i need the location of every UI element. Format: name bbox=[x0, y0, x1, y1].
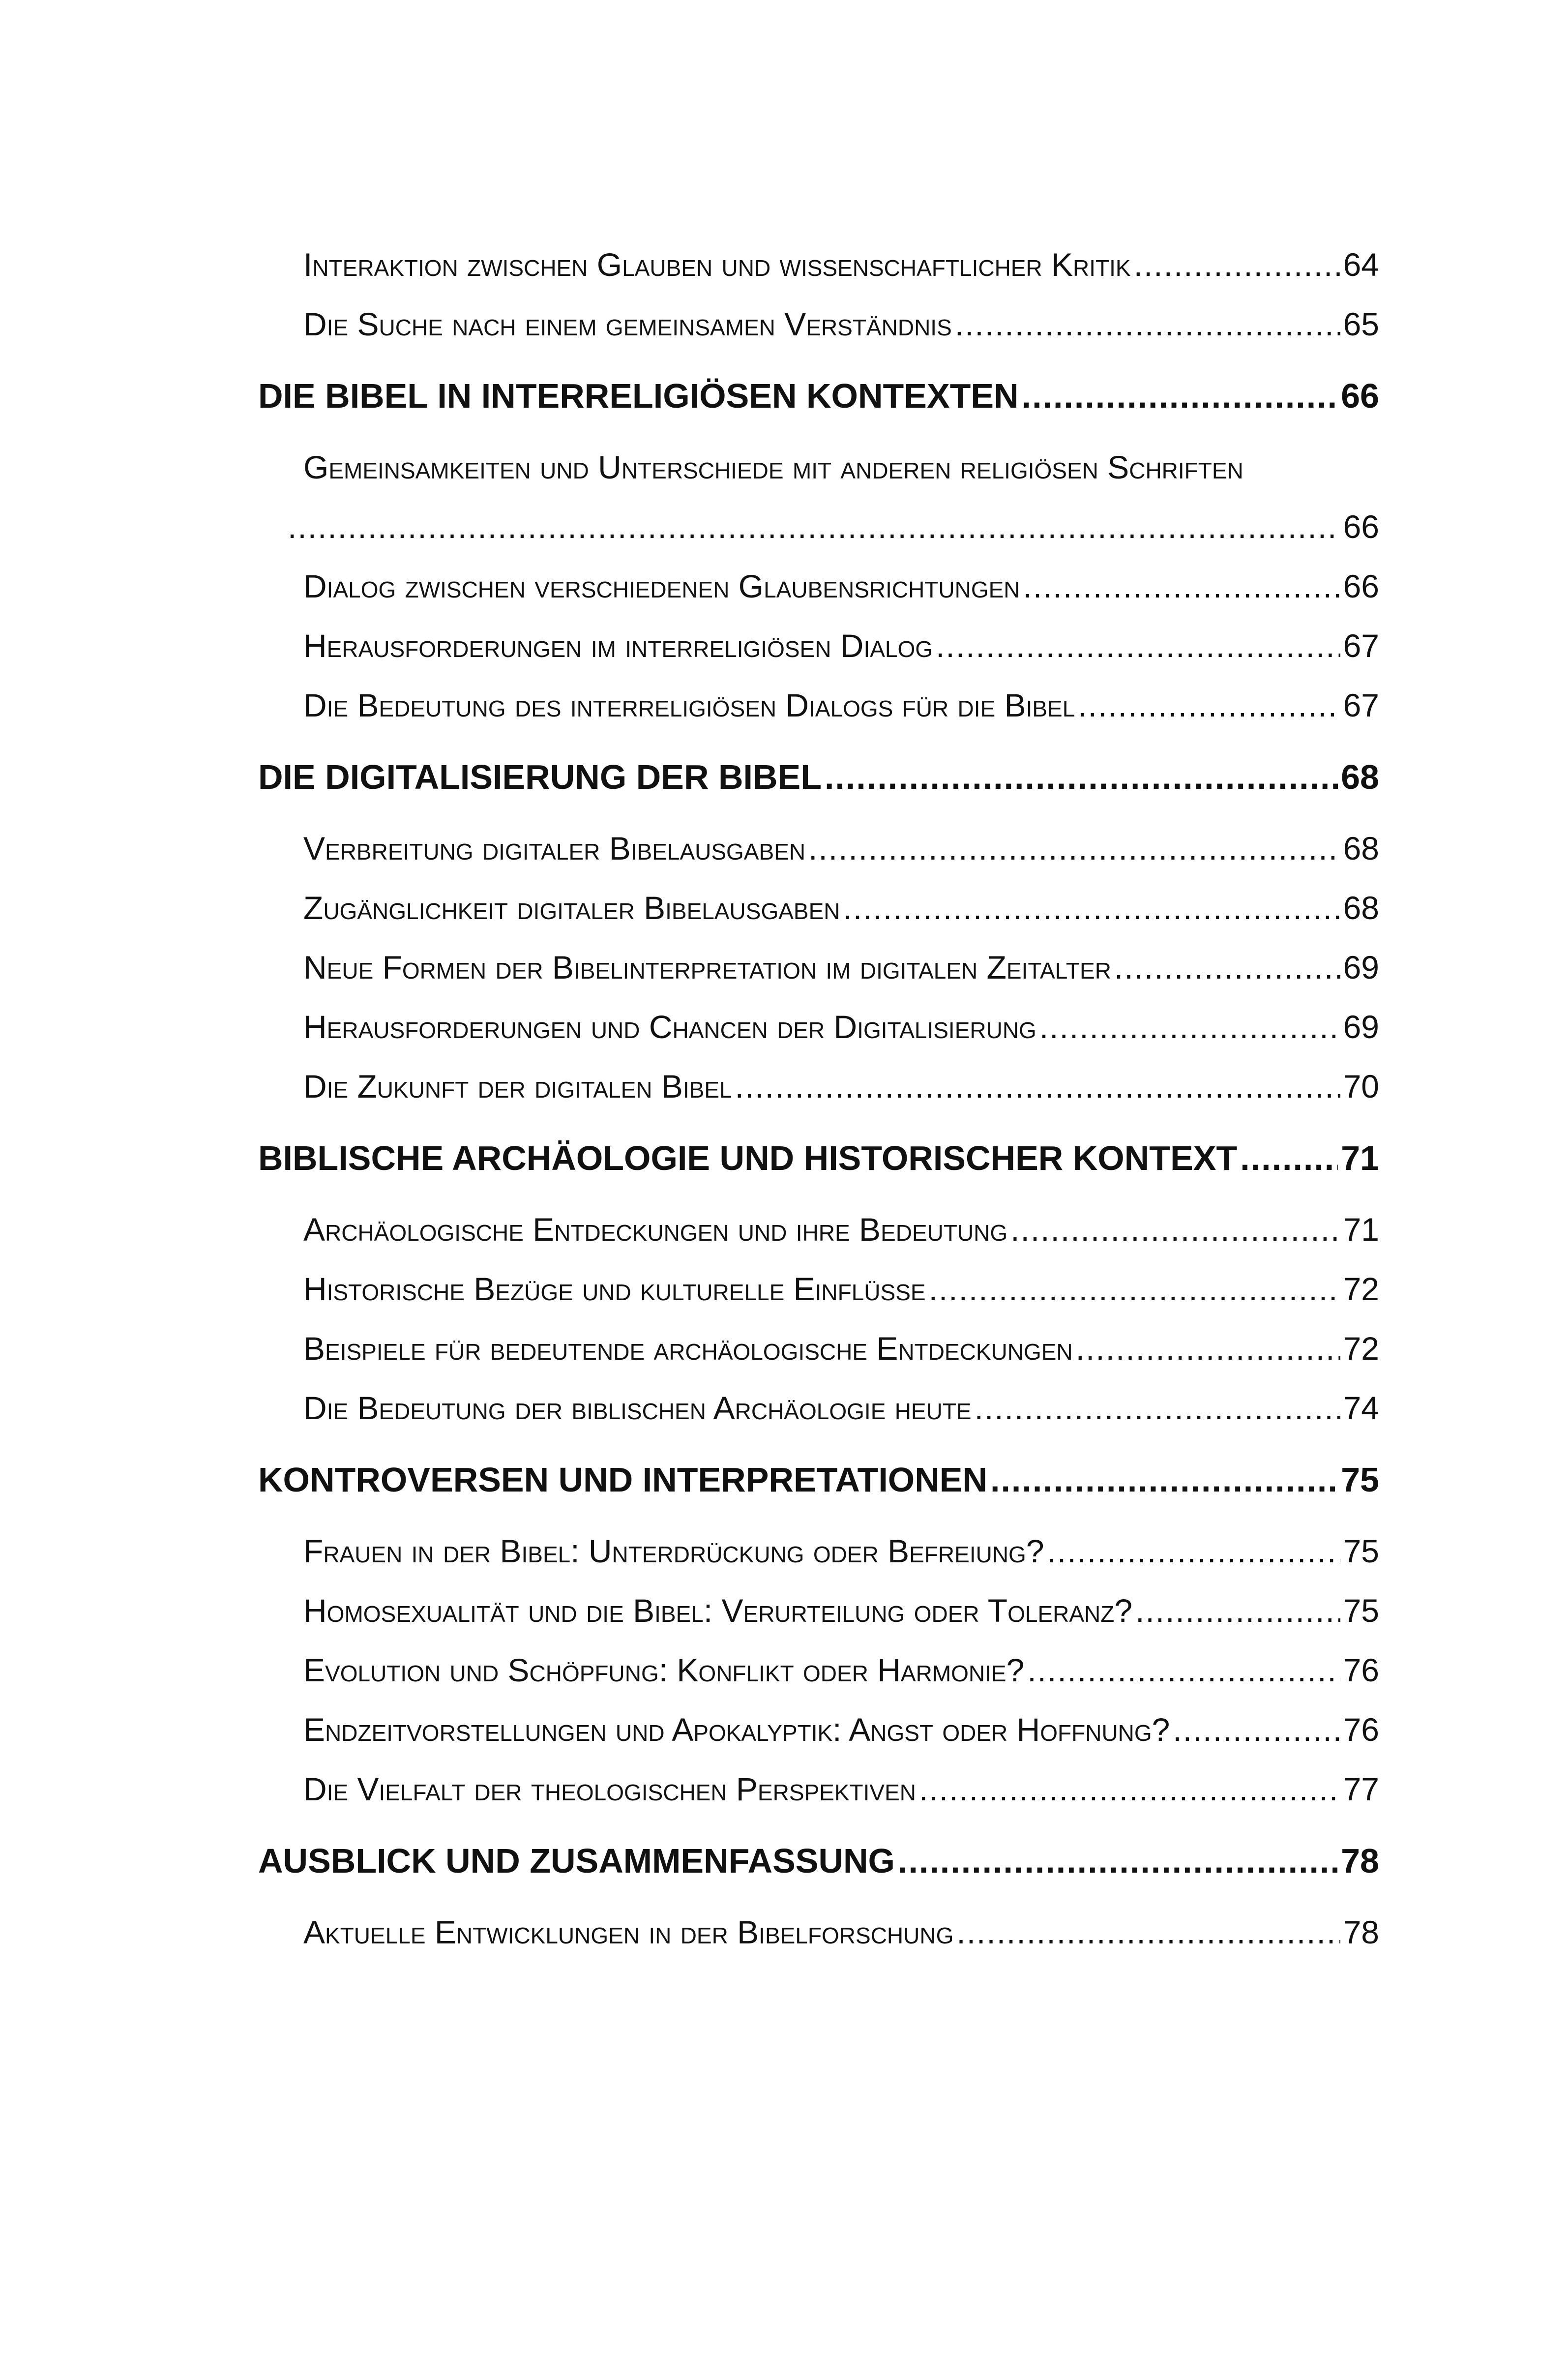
toc-entry-title: Zugänglichkeit digitaler Bibelausgaben bbox=[303, 890, 840, 926]
toc-entry[interactable] bbox=[303, 1903, 1379, 1962]
toc-leader-dots bbox=[1039, 997, 1340, 1057]
toc-page-number: 67 bbox=[1343, 627, 1379, 664]
toc-page-number: 75 bbox=[1343, 1533, 1379, 1569]
toc-entry[interactable] bbox=[303, 235, 1379, 295]
toc-page-number: 74 bbox=[1343, 1390, 1379, 1426]
toc-chapter-title: DIE DIGITALISIERUNG DER BIBEL bbox=[258, 758, 822, 796]
toc-leader-dots bbox=[975, 1378, 1340, 1438]
toc-leader-dots bbox=[1240, 1116, 1338, 1200]
toc-leader-dots bbox=[990, 1438, 1338, 1522]
toc-page-number: 72 bbox=[1343, 1330, 1379, 1367]
toc-entry[interactable] bbox=[303, 1760, 1379, 1819]
toc-entry[interactable] bbox=[303, 616, 1379, 676]
toc-entry[interactable] bbox=[303, 1522, 1379, 1581]
toc-entry[interactable] bbox=[303, 1259, 1379, 1319]
toc-entry[interactable] bbox=[303, 676, 1379, 735]
toc-page-number: 68 bbox=[1343, 830, 1379, 866]
toc-page-number: 66 bbox=[1343, 568, 1379, 604]
toc-entry-title: Herausforderungen und Chancen der Digitalisierung bbox=[303, 1009, 1036, 1045]
toc-entry-title: Die Zukunft der digitalen Bibel bbox=[303, 1068, 732, 1104]
toc-entry-title: Frauen in der Bibel: Unterdrückung oder Befreiung? bbox=[303, 1533, 1044, 1569]
toc-leader-dots bbox=[808, 819, 1340, 878]
toc-entry-title: Neue Formen der Bibelinterpretation im digitalen Zeitalter bbox=[303, 949, 1111, 985]
toc-leader-dots bbox=[1173, 1700, 1340, 1760]
toc-chapter-title: KONTROVERSEN UND INTERPRETATIONEN bbox=[258, 1461, 988, 1499]
toc-entry-title: Die Bedeutung des interreligiösen Dialogs für die Bibel bbox=[303, 687, 1075, 723]
toc-entry-title: Verbreitung digitaler Bibelausgaben bbox=[303, 830, 806, 866]
toc-page-number: 65 bbox=[1343, 306, 1379, 342]
toc-entry[interactable] bbox=[303, 557, 1379, 616]
toc-leader-dots bbox=[1114, 938, 1340, 997]
toc-chapter-title: AUSBLICK UND ZUSAMMENFASSUNG bbox=[258, 1842, 895, 1880]
toc-entry-title: Homosexualität und die Bibel: Verurteilung oder Toleranz? bbox=[303, 1592, 1133, 1629]
toc-entry-title: Dialog zwischen verschiedenen Glaubensrichtungen bbox=[303, 568, 1020, 604]
table-of-contents bbox=[258, 235, 1379, 1962]
toc-page-number: 77 bbox=[1343, 1771, 1379, 1807]
toc-page-number: 75 bbox=[1341, 1461, 1379, 1499]
toc-entry-title: Die Bedeutung der biblischen Archäologie heute bbox=[303, 1390, 972, 1426]
toc-entry[interactable] bbox=[303, 1200, 1379, 1259]
toc-entry[interactable] bbox=[303, 1700, 1379, 1760]
toc-entry[interactable] bbox=[303, 1319, 1379, 1378]
toc-page-number: 67 bbox=[1343, 687, 1379, 723]
toc-entry[interactable] bbox=[303, 1581, 1379, 1641]
toc-leader-dots bbox=[735, 1057, 1340, 1116]
toc-entry-title: Beispiele für bedeutende archäologische Entdeckungen bbox=[303, 1330, 1073, 1367]
toc-chapter-heading[interactable] bbox=[258, 1438, 1379, 1522]
toc-entry-continuation[interactable] bbox=[288, 497, 1379, 557]
toc-entry-title: Die Suche nach einem gemeinsamen Verständnis bbox=[303, 306, 952, 342]
toc-chapter-heading[interactable] bbox=[258, 1116, 1379, 1200]
toc-leader-dots bbox=[1023, 557, 1340, 616]
toc-leader-dots bbox=[919, 1760, 1340, 1819]
toc-leader-dots bbox=[1022, 354, 1338, 438]
toc-entry[interactable] bbox=[303, 1641, 1379, 1700]
toc-page-number: 71 bbox=[1343, 1211, 1379, 1248]
toc-leader-dots bbox=[1047, 1522, 1340, 1581]
toc-page-number: 75 bbox=[1343, 1592, 1379, 1629]
toc-leader-dots bbox=[936, 616, 1340, 676]
toc-page-number: 66 bbox=[1343, 508, 1379, 545]
toc-entry[interactable] bbox=[303, 997, 1379, 1057]
toc-page-number: 70 bbox=[1343, 1068, 1379, 1104]
toc-entry-title: Die Vielfalt der theologischen Perspektiven bbox=[303, 1771, 917, 1807]
toc-leader-dots bbox=[1076, 1319, 1340, 1378]
toc-entry[interactable] bbox=[303, 878, 1379, 938]
toc-entry[interactable] bbox=[303, 1057, 1379, 1116]
toc-entry[interactable] bbox=[303, 819, 1379, 878]
toc-leader-dots bbox=[898, 1819, 1338, 1903]
toc-entry-title-wrapped[interactable]: Gemeinsamkeiten und Unterschiede mit anderen religiösen Schriften bbox=[303, 449, 1243, 485]
toc-page-number: 71 bbox=[1341, 1139, 1379, 1177]
toc-chapter-title: DIE BIBEL IN INTERRELIGIÖSEN KONTEXTEN bbox=[258, 377, 1019, 415]
toc-page-number: 64 bbox=[1343, 246, 1379, 283]
toc-page-number: 68 bbox=[1341, 758, 1379, 796]
toc-page-number: 68 bbox=[1343, 890, 1379, 926]
toc-page-number: 78 bbox=[1341, 1842, 1379, 1880]
toc-leader-dots bbox=[956, 1903, 1340, 1962]
toc-leader-dots bbox=[1134, 235, 1340, 295]
toc-page-number: 76 bbox=[1343, 1711, 1379, 1748]
toc-leader-dots bbox=[1078, 676, 1340, 735]
toc-page-number: 72 bbox=[1343, 1271, 1379, 1307]
toc-chapter-heading[interactable] bbox=[258, 1819, 1379, 1903]
toc-entry-title: Aktuelle Entwicklungen in der Bibelforschung bbox=[303, 1914, 954, 1950]
toc-entry-title: Evolution und Schöpfung: Konflikt oder Harmonie? bbox=[303, 1652, 1025, 1688]
toc-page-number: 69 bbox=[1343, 1009, 1379, 1045]
toc-entry[interactable] bbox=[303, 295, 1379, 354]
toc-chapter-title: BIBLISCHE ARCHÄOLOGIE UND HISTORISCHER KONTEXT bbox=[258, 1139, 1238, 1177]
toc-leader-dots bbox=[955, 295, 1340, 354]
toc-leader-dots bbox=[288, 497, 1340, 557]
toc-leader-dots bbox=[1135, 1581, 1340, 1641]
toc-entry[interactable] bbox=[303, 1378, 1379, 1438]
toc-page-number: 69 bbox=[1343, 949, 1379, 985]
toc-chapter-heading[interactable] bbox=[258, 735, 1379, 819]
toc-page-number: 66 bbox=[1341, 377, 1379, 415]
toc-leader-dots bbox=[1027, 1641, 1340, 1700]
toc-entry-title: Herausforderungen im interreligiösen Dialog bbox=[303, 627, 933, 664]
toc-chapter-heading[interactable] bbox=[258, 354, 1379, 438]
toc-leader-dots bbox=[825, 735, 1338, 819]
toc-leader-dots bbox=[929, 1259, 1340, 1319]
toc-leader-dots bbox=[1010, 1200, 1340, 1259]
toc-entry-title: Endzeitvorstellungen und Apokalyptik: Angst oder Hoffnung? bbox=[303, 1711, 1170, 1748]
toc-entry[interactable] bbox=[303, 938, 1379, 997]
toc-leader-dots bbox=[843, 878, 1340, 938]
toc-page-number: 78 bbox=[1343, 1914, 1379, 1950]
toc-entry-title: Archäologische Entdeckungen und ihre Bedeutung bbox=[303, 1211, 1008, 1248]
toc-page-number: 76 bbox=[1343, 1652, 1379, 1688]
toc-entry-title: Interaktion zwischen Glauben und wissenschaftlicher Kritik bbox=[303, 246, 1131, 283]
toc-entry-title: Historische Bezüge und kulturelle Einflüsse bbox=[303, 1271, 926, 1307]
